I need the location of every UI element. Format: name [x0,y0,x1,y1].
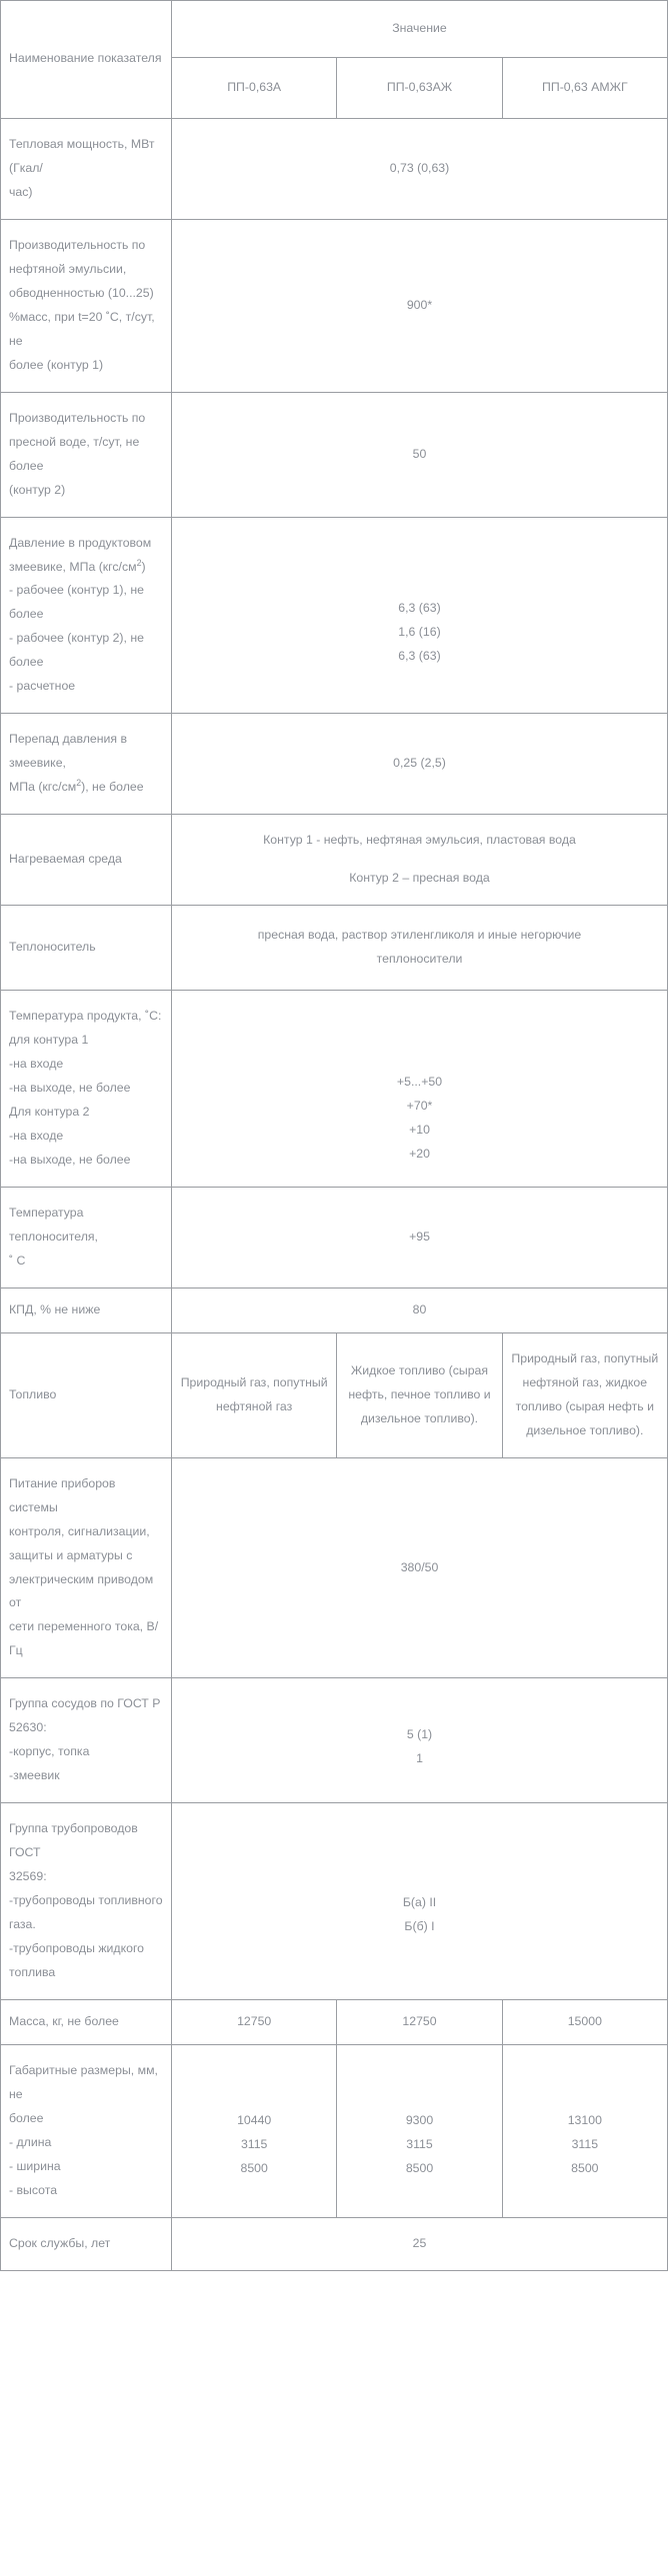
param-line: электрическим приводом от [9,1571,154,1610]
param-dimensions [1,2045,172,2218]
value-line: 3115 [406,2136,433,2151]
value-line: 80 [412,1301,427,1316]
param-line: - расчетное [9,679,76,694]
param-line: -трубопроводы жидкого [9,1941,145,1956]
param-line: Топливо [9,1386,57,1401]
value-line: 13100 [567,2112,602,2127]
table-row [1,714,668,815]
table-header-row-1 [1,1,668,58]
header-value-group: Значение [172,1,668,58]
param-line: (контур 2) [9,482,66,497]
param-fresh-water-capacity [1,392,172,517]
param-line: - ширина [9,2158,61,2173]
table-row [1,392,668,517]
value-line: 8500 [405,2160,434,2175]
param-line: -на входе [9,1128,64,1143]
value-line: +10 [409,1122,430,1137]
param-mass [1,2000,172,2045]
param-line: Теплоноситель [9,940,96,955]
table-row [1,1332,668,1457]
value-heat-carrier-temperature [172,1187,668,1288]
table-row [1,1187,668,1288]
param-line: -змеевик [9,1768,60,1783]
param-thermal-power [1,118,172,219]
param-line: Габаритные размеры, мм, не [9,2063,158,2101]
param-line-with-superscript: МПа $(кгс/см^2)$, не более [9,778,144,795]
param-power-supply [1,1457,172,1678]
value-line: Б(б) I [404,1919,435,1934]
value-line: Контур 1 - нефть, нефтяная эмульсия, пластовая вода [263,833,576,848]
value-power-supply [172,1457,668,1678]
param-fuel [1,1332,172,1457]
param-line: %масс, при t=20 ˚С, т/сут, не [9,309,155,348]
value-fuel-pp063amzhg: Природный газ, попутный нефтяной газ, жидкое топливо (сырая нефть и дизельное топливо). [502,1332,667,1457]
param-heat-carrier [1,906,172,991]
value-mass-pp063azh: 12750 [337,2000,502,2045]
param-heat-carrier-temperature [1,1187,172,1288]
param-line: -корпус, топка [9,1744,90,1759]
value-fuel-pp063a: Природный газ, попутный нефтяной газ [172,1332,337,1457]
value-vessel-group [172,1678,668,1803]
param-coil-pressure [1,517,172,714]
value-mass-pp063a: 12750 [172,2000,337,2045]
param-line: КПД, % не ниже [9,1301,101,1316]
param-line: более [9,2110,44,2125]
table-row [1,118,668,219]
param-line: более (контур 1) [9,357,104,372]
param-line: Питание приборов системы [9,1475,116,1514]
param-line: ˚ С [9,1253,26,1268]
param-product-temperature [1,991,172,1188]
param-line: Производительность по [9,410,146,425]
value-line: 3115 [571,2136,599,2151]
table-row [1,517,668,714]
param-efficiency [1,1288,172,1332]
value-fresh-water-capacity [172,392,668,517]
value-line: 10440 [237,2112,272,2127]
param-line: Группа трубопроводов ГОСТ [9,1821,138,1860]
superscript-two: 2 [76,778,82,789]
table-row [1,2045,668,2218]
value-line: Б(а) II [402,1895,437,1910]
param-line: -трубопроводы топливного [9,1893,163,1908]
param-service-life [1,2217,172,2270]
value-line: 5 (1) [406,1727,433,1742]
param-line-with-superscript: змеевике, МПа $(кгс/см^2)$ [9,557,146,574]
table-row [1,2217,668,2270]
param-line: Производительность по [9,237,146,252]
value-dimensions-pp063azh [337,2045,502,2218]
param-line: топлива [9,1965,56,1980]
value-line: +95 [409,1229,430,1244]
value-line: 0,25 (2,5) [393,756,446,771]
value-product-temperature [172,991,668,1188]
param-line: нефтяной эмульсии, [9,261,127,276]
param-line: обводненностью (10...25) [9,285,154,300]
param-line: - высота [9,2182,58,2197]
param-line: сети переменного тока, В/Гц [9,1619,159,1658]
table-row [1,991,668,1188]
value-line: 0,73 (0,63) [389,160,450,175]
value-line: Контур 2 – пресная вода [349,871,490,886]
param-line: Тепловая мощность, МВт (Гкал/ [9,136,155,175]
value-line: 6,3 (63) [398,649,441,664]
value-service-life [172,2217,668,2270]
param-line: час) [9,184,33,199]
param-line: -на входе [9,1057,64,1072]
param-pipeline-group [1,1803,172,2000]
header-model-pp063a: ПП-0,63А [172,57,337,118]
value-line: 6,3 (63) [398,601,441,616]
table-row [1,906,668,991]
value-line: 1 [416,1751,423,1766]
table-row [1,1678,668,1803]
table-row [1,1803,668,2000]
header-model-pp063amzhg: ПП-0,63 АМЖГ [502,57,667,118]
value-coil-pressure [172,517,668,714]
param-vessel-group [1,1678,172,1803]
param-line: для контура 1 [9,1033,89,1048]
param-line: Температура продукта, ˚С: [9,1009,162,1024]
value-heat-carrier [172,906,668,991]
value-thermal-power [172,118,668,219]
value-line: +5...+50 [396,1075,443,1090]
value-fuel-pp063azh: Жидкое топливо (сырая нефть, печное топливо и дизельное топливо). [337,1332,502,1457]
param-line: защиты и арматуры с [9,1547,133,1562]
value-mass-pp063amzhg: 15000 [502,2000,667,2045]
param-line: -на выходе, не более [9,1152,131,1167]
value-line: 3115 [240,2136,268,2151]
value-pipeline-group [172,1803,668,2000]
param-line: контроля, сигнализации, [9,1523,150,1538]
table-row [1,2000,668,2045]
value-line: 8500 [571,2160,599,2175]
value-oil-emulsion-capacity [172,219,668,392]
value-line: 50 [412,446,427,461]
param-line: Перепад давления в змеевике, [9,732,127,771]
value-heated-medium [172,815,668,906]
param-heated-medium [1,815,172,906]
table-row [1,1457,668,1678]
value-efficiency [172,1288,668,1332]
param-line: газа. [9,1917,36,1932]
param-line: Срок службы, лет [9,2235,111,2250]
table-row [1,815,668,906]
param-line: - рабочее (контур 1), не более [9,583,144,622]
param-line: -на выходе, не более [9,1081,131,1095]
value-line: 25 [412,2235,427,2250]
param-line: пресной воде, т/сут, не более [9,434,140,473]
table-row [1,219,668,392]
value-pressure-drop [172,714,668,815]
param-pressure-drop [1,714,172,815]
param-line: Давление в продуктовом [9,535,152,550]
value-line: 1,6 (16) [398,625,441,640]
param-line: Температура теплоносителя, [9,1205,98,1244]
value-line: +20 [409,1146,430,1161]
param-line: 32569: [9,1869,47,1884]
param-line: Нагреваемая среда [9,852,122,867]
header-model-pp063azh: ПП-0,63АЖ [337,57,502,118]
value-dimensions-pp063amzhg [502,2045,667,2218]
value-line: пресная вода, раствор этиленгликоля и иные негорючие теплоносители [257,928,582,967]
value-line: 900* [406,297,433,312]
value-line: 9300 [405,2112,434,2127]
param-oil-emulsion-capacity [1,219,172,392]
param-line: Для контура 2 [9,1104,90,1119]
value-line: 380/50 [400,1559,439,1574]
value-dimensions-pp063a [172,2045,337,2218]
header-parameter-name: Наименование показателя [1,1,172,119]
param-line: - длина [9,2134,52,2149]
param-line: - рабочее (контур 2), не более [9,631,144,670]
value-line: +70* [406,1099,433,1114]
param-line: Группа сосудов по ГОСТ Р [9,1696,161,1711]
param-line: Масса, кг, не более [9,2014,119,2029]
param-line: 52630: [9,1720,47,1735]
superscript-two: 2 [136,557,142,568]
value-line: 8500 [240,2160,268,2175]
table-row [1,1288,668,1332]
